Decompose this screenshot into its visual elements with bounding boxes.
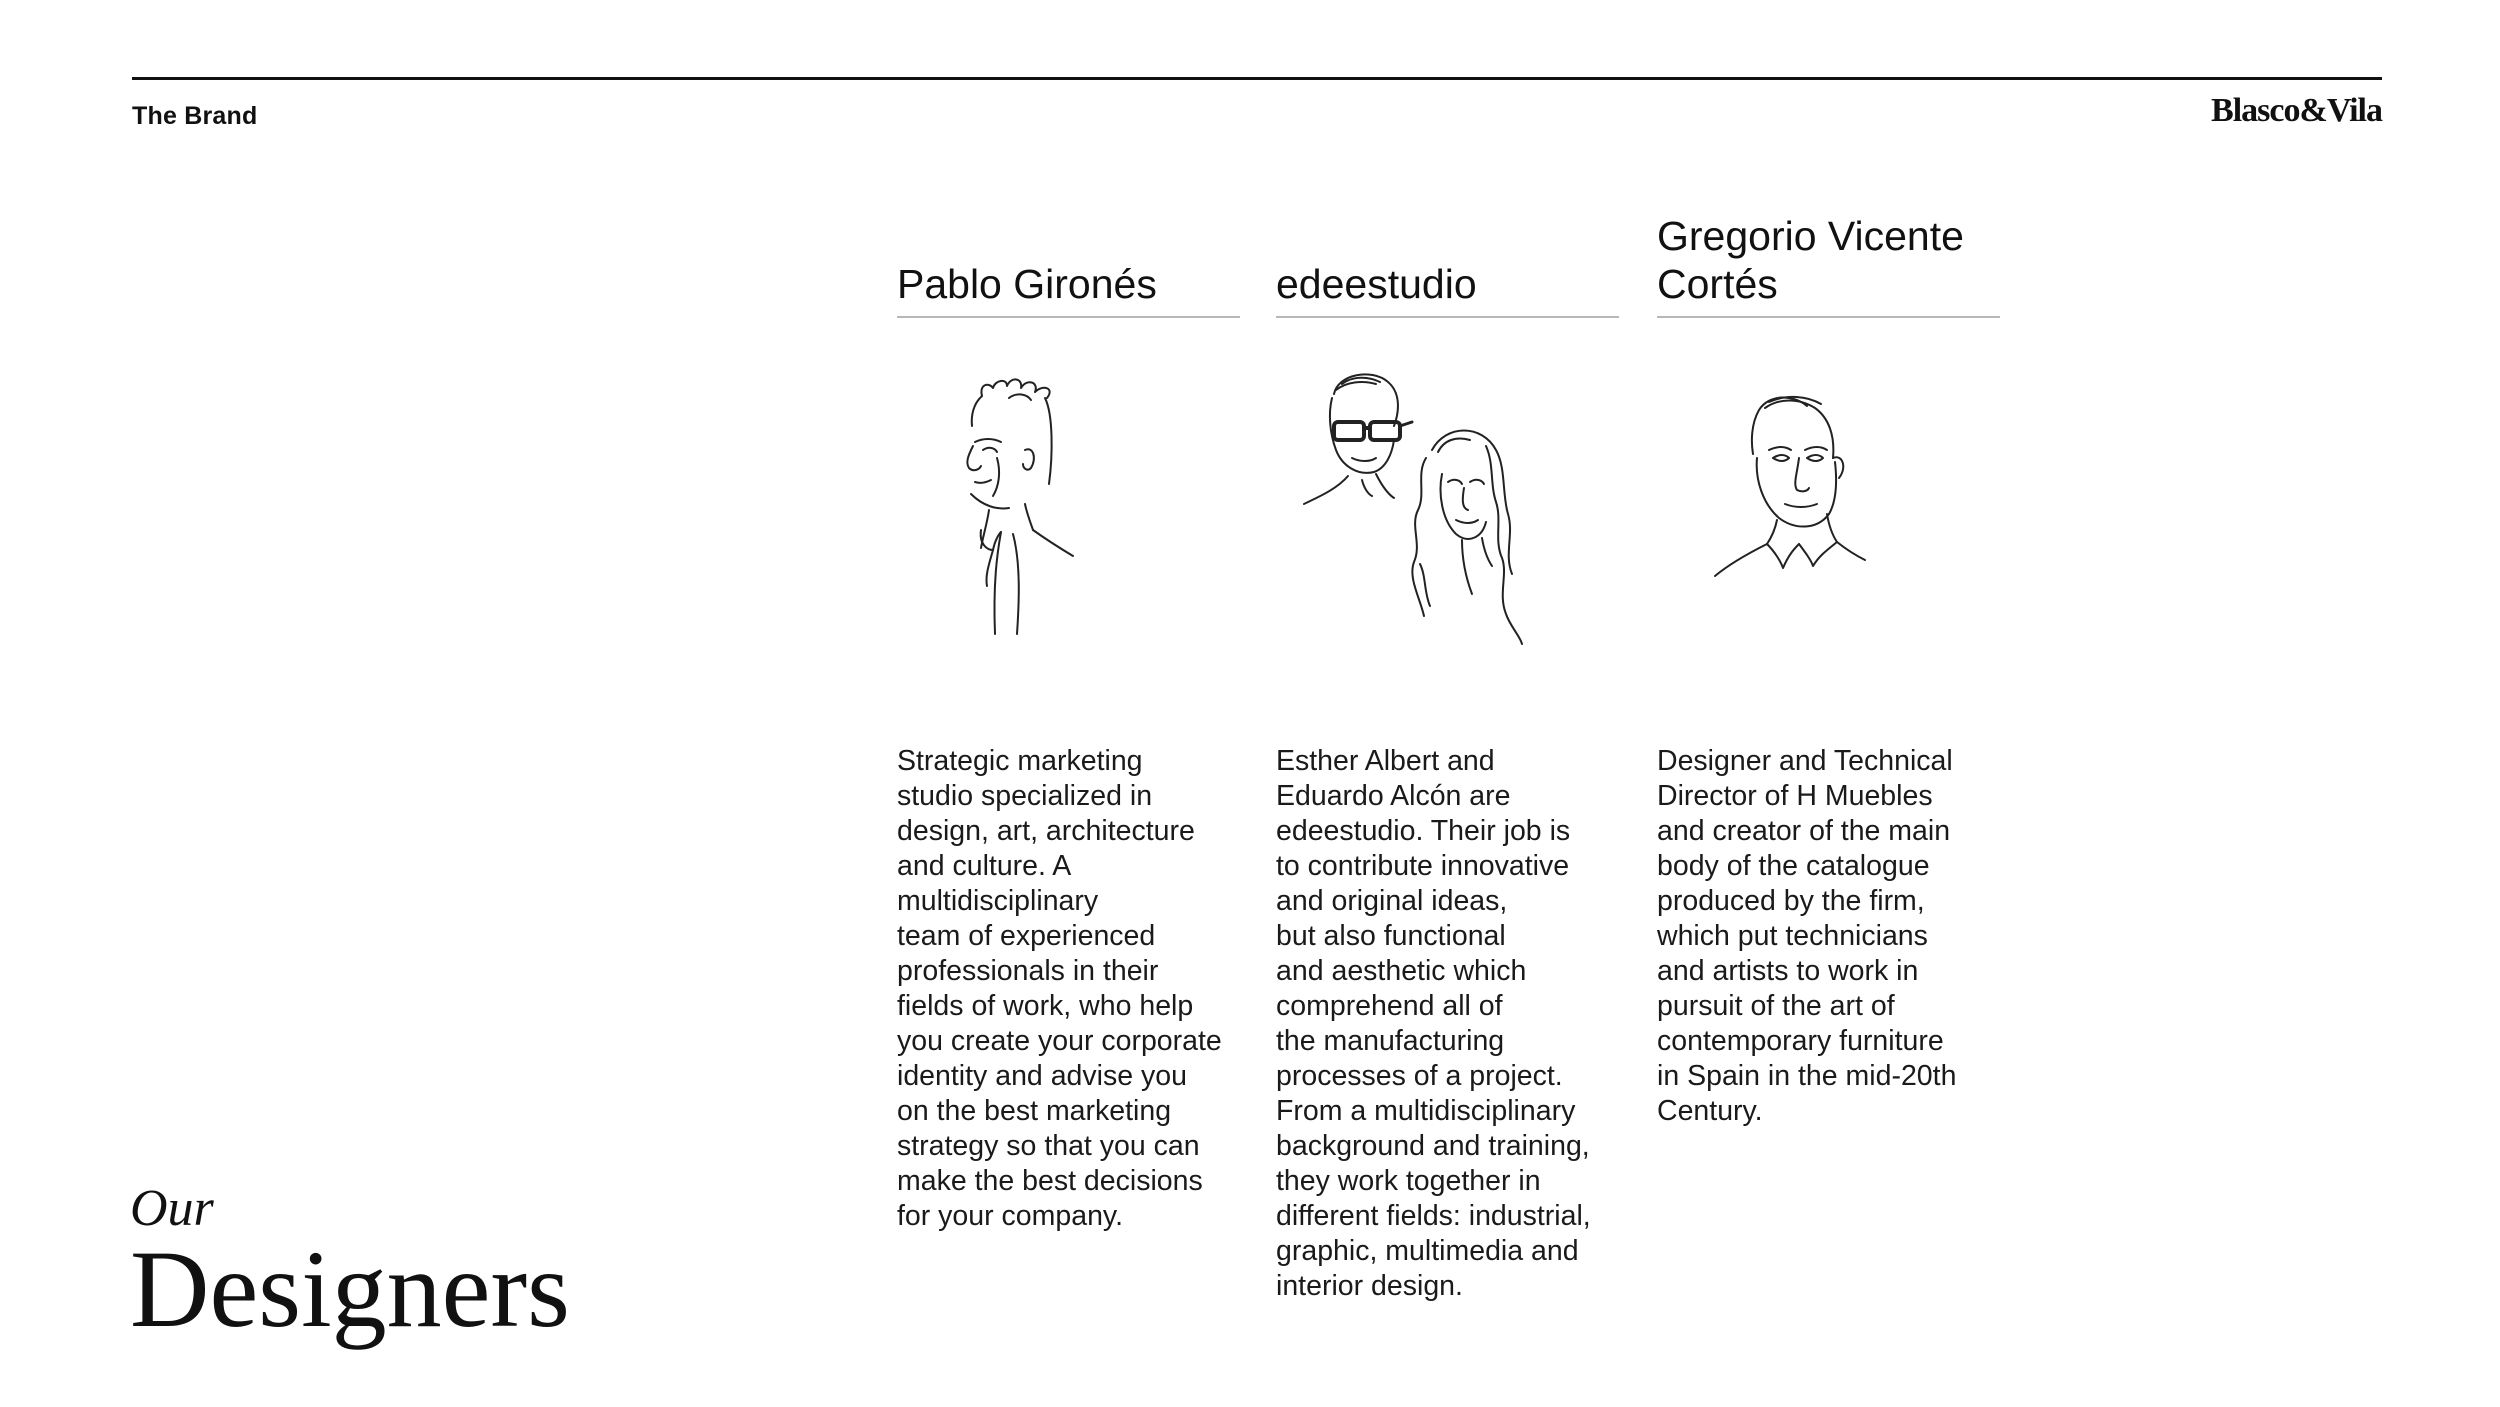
- designer-portrait: [1276, 354, 1619, 684]
- designer-divider: [1276, 316, 1619, 318]
- page-title-small: Our: [130, 1180, 214, 1237]
- designer-portrait: [897, 354, 1240, 684]
- page-title: [130, 1180, 570, 1350]
- designer-card: [897, 210, 1240, 1234]
- section-label: The Brand: [132, 102, 258, 130]
- designer-name-text: Gregorio Vicente Cortés: [1657, 213, 1964, 307]
- designer-name-text: Pablo Gironés: [897, 261, 1157, 307]
- designer-divider: [897, 316, 1240, 318]
- designer-bio: Designer and Technical Director of H Muebles and creator of the main body of the catalogue produced by the firm, which put technicians and artists to work in pursuit of the art of contemporary furniture in Spain in the mid-20th Century.: [1657, 745, 1957, 1127]
- designer-portrait: [1657, 354, 2000, 684]
- designer-name: [897, 210, 1240, 316]
- top-divider: [132, 77, 2382, 80]
- designer-card: [1657, 210, 2000, 1129]
- designer-name-text: edeestudio: [1276, 261, 1477, 307]
- brand-logo[interactable]: Blasco&Vila: [2211, 92, 2382, 129]
- page-title-big: Designers: [130, 1228, 570, 1350]
- designer-divider: [1657, 316, 2000, 318]
- designer-card: [1276, 210, 1619, 1304]
- designer-bio: Strategic marketing studio specialized in design, art, architecture and culture. A multidisciplinary team of experienced professionals in their fields of work, who help you create your corporate identity and advise you on the best marketing strategy so that you can make the best decisions for your company.: [897, 745, 1222, 1232]
- designer-bio: Esther Albert and Eduardo Alcón are edeestudio. Their job is to contribute innovative and original ideas, but also functional and aesthetic which comprehend all of the manufacturing processes of a project. From a multidisciplinary background and training, they work together in different fields: industrial, graphic, multimedia and interior design.: [1276, 745, 1591, 1302]
- designer-name: [1276, 210, 1619, 316]
- designer-name: [1657, 210, 2000, 316]
